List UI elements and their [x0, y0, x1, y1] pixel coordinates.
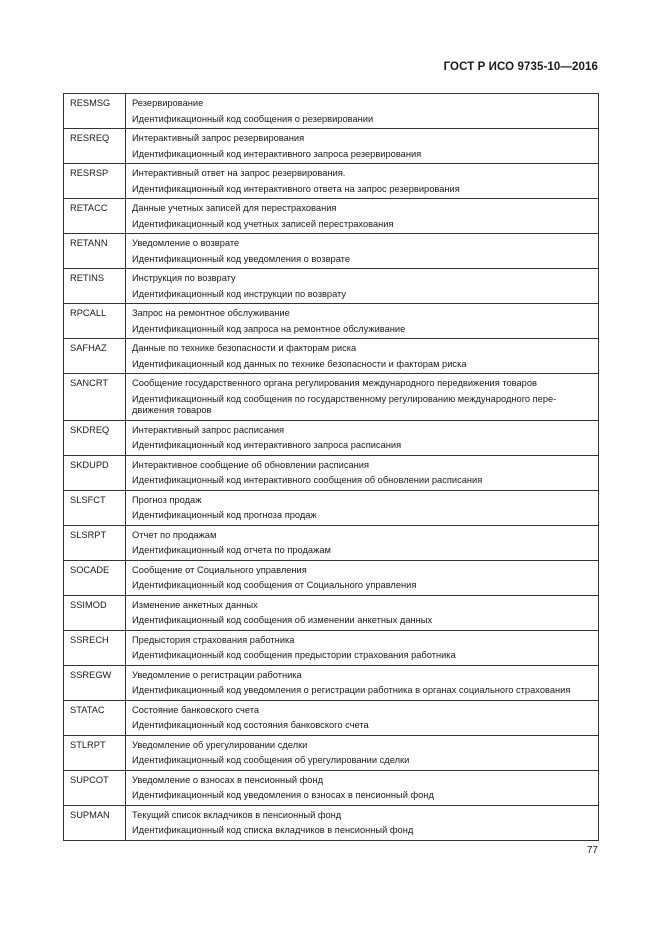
message-identification-text: Идентификационный код сообщения об урегулировании сделки: [132, 755, 410, 765]
table-row: [64, 560, 599, 595]
page-number: 77: [586, 845, 598, 856]
message-code-cell: SKDREQ: [64, 420, 126, 455]
table-row: [64, 94, 599, 129]
message-name: Данные по технике безопасности и факторам риска: [132, 343, 357, 353]
message-code-cell: STLRPT: [64, 735, 126, 770]
message-description-cell: [126, 735, 599, 770]
message-description-cell: [126, 304, 599, 339]
message-description-cell: [126, 164, 599, 199]
message-identification-text: Идентификационный код уведомления о возврате: [132, 253, 350, 264]
message-identification-text: Идентификационный код списка вкладчиков в пенсионный фонд: [132, 825, 414, 835]
message-description-cell: [126, 129, 599, 164]
message-name: Интерактивный ответ на запрос резервирования.: [132, 168, 346, 178]
message-name: Состояние банковского счета: [132, 704, 260, 715]
message-name: Сообщение от Социального управления: [132, 564, 307, 575]
table-row: [64, 595, 599, 630]
table-row: [64, 304, 599, 339]
table-row: [64, 490, 599, 525]
table-row: [64, 700, 599, 735]
message-code-cell: SSRECH: [64, 630, 126, 665]
message-code-cell: RETACC: [64, 199, 126, 234]
message-code-cell: SSIMOD: [64, 595, 126, 630]
message-code-cell: SSREGW: [64, 665, 126, 700]
message-code-cell: SUPCOT: [64, 770, 126, 805]
message-identification-text: Идентификационный код интерактивного запроса расписания: [132, 440, 402, 450]
table-row: [64, 199, 599, 234]
message-description-cell: [126, 374, 599, 421]
message-name: Уведомление о взносах в пенсионный фонд: [132, 774, 324, 785]
message-name: Запрос на ремонтное обслуживание: [132, 308, 290, 318]
table-row: [64, 455, 599, 490]
message-name: Отчет по продажам: [132, 529, 217, 540]
message-description-cell: [126, 420, 599, 455]
message-description-cell: [126, 94, 599, 129]
message-identification-text: Идентификационный код инструкции по возврату: [132, 288, 347, 299]
message-name: Интерактивный запрос резервирования: [132, 133, 305, 143]
message-name: Данные учетных записей для перестрахования: [132, 203, 337, 213]
message-description-cell: [126, 490, 599, 525]
message-identification-text: Идентификационный код сообщения предыстории страхования работника: [132, 650, 456, 660]
message-name: Уведомление о регистрации работника: [132, 669, 302, 680]
table-row: [64, 735, 599, 770]
message-identification-text: Идентификационный код прогноза продаж: [132, 510, 317, 520]
message-name: Прогноз продаж: [132, 494, 202, 505]
message-identification-text: Идентификационный код запроса на ремонтное обслуживание: [132, 323, 406, 334]
table-row: [64, 129, 599, 164]
message-code-cell: RETANN: [64, 234, 126, 269]
message-description-cell: [126, 665, 599, 700]
table-row: [64, 525, 599, 560]
message-code-cell: SLSRPT: [64, 525, 126, 560]
message-description-cell: [126, 700, 599, 735]
message-description-cell: [126, 560, 599, 595]
message-name: Текущий список вкладчиков в пенсионный фонд: [132, 809, 342, 820]
message-name: Изменение анкетных данных: [132, 599, 258, 610]
table-row: [64, 164, 599, 199]
message-name: Сообщение государственного органа регулирования международного передвижения товаров: [132, 378, 537, 388]
message-code-cell: SKDUPD: [64, 455, 126, 490]
message-code-cell: STATAC: [64, 700, 126, 735]
message-name: Интерактивное сообщение об обновлении расписания: [132, 459, 370, 470]
message-identification-text: Идентификационный код сообщения об изменении анкетных данных: [132, 615, 433, 625]
message-identification-text: Идентификационный код уведомления о взносах в пенсионный фонд: [132, 790, 434, 800]
message-description-cell: [126, 525, 599, 560]
message-code-cell: RESMSG: [64, 94, 126, 129]
message-identification-text: Идентификационный код интерактивного запроса резервирования: [132, 148, 422, 159]
message-code-cell: SAFHAZ: [64, 339, 126, 374]
message-description-cell: [126, 630, 599, 665]
message-name: Интерактивный запрос расписания: [132, 424, 285, 435]
message-identification-text: Идентификационный код сообщения по государственному регулированию международного пере-движения товаров: [132, 393, 557, 415]
message-identification-text: Идентификационный код интерактивного сообщения об обновлении расписания: [132, 475, 483, 485]
message-codes-table: [63, 93, 599, 841]
message-identification-text: Идентификационный код сообщения о резервировании: [132, 113, 374, 124]
message-codes-table-body: [64, 94, 599, 841]
message-name: Инструкция по возврату: [132, 273, 236, 283]
message-identification-text: Идентификационный код отчета по продажам: [132, 545, 331, 555]
message-identification-text: Идентификационный код учетных записей перестрахования: [132, 218, 394, 229]
message-identification-text: Идентификационный код уведомления о регистрации работника в органах социального страхования: [132, 685, 571, 695]
table-row: [64, 234, 599, 269]
message-description-cell: [126, 770, 599, 805]
message-identification-text: Идентификационный код интерактивного ответа на запрос резервирования: [132, 183, 460, 194]
message-description-cell: [126, 455, 599, 490]
message-description-cell: [126, 199, 599, 234]
message-identification-text: Идентификационный код сообщения от Социального управления: [132, 580, 417, 590]
message-code-cell: SUPMAN: [64, 805, 126, 840]
table-row: [64, 269, 599, 304]
message-identification-text: Идентификационный код данных по технике безопасности и факторам риска: [132, 358, 467, 369]
message-description-cell: [126, 269, 599, 304]
message-name: Уведомление о возврате: [132, 238, 240, 248]
table-row: [64, 339, 599, 374]
message-description-cell: [126, 234, 599, 269]
message-code-cell: SANCRT: [64, 374, 126, 421]
message-description-cell: [126, 595, 599, 630]
table-row: [64, 805, 599, 840]
table-row: [64, 374, 599, 421]
message-name: Предыстория страхования работника: [132, 634, 295, 645]
table-row: [64, 630, 599, 665]
table-row: [64, 770, 599, 805]
message-code-cell: SOCADE: [64, 560, 126, 595]
message-description-cell: [126, 805, 599, 840]
message-code-cell: RESREQ: [64, 129, 126, 164]
message-code-cell: RPCALL: [64, 304, 126, 339]
message-identification-text: Идентификационный код состояния банковского счета: [132, 720, 369, 730]
document-standard-header: ГОСТ Р ИСО 9735-10—2016: [443, 61, 598, 73]
message-code-cell: SLSFCT: [64, 490, 126, 525]
message-name: Резервирование: [132, 98, 204, 108]
table-row: [64, 665, 599, 700]
message-code-cell: RETINS: [64, 269, 126, 304]
table-row: [64, 420, 599, 455]
message-name: Уведомление об урегулировании сделки: [132, 739, 308, 750]
message-description-cell: [126, 339, 599, 374]
message-code-cell: RESRSP: [64, 164, 126, 199]
